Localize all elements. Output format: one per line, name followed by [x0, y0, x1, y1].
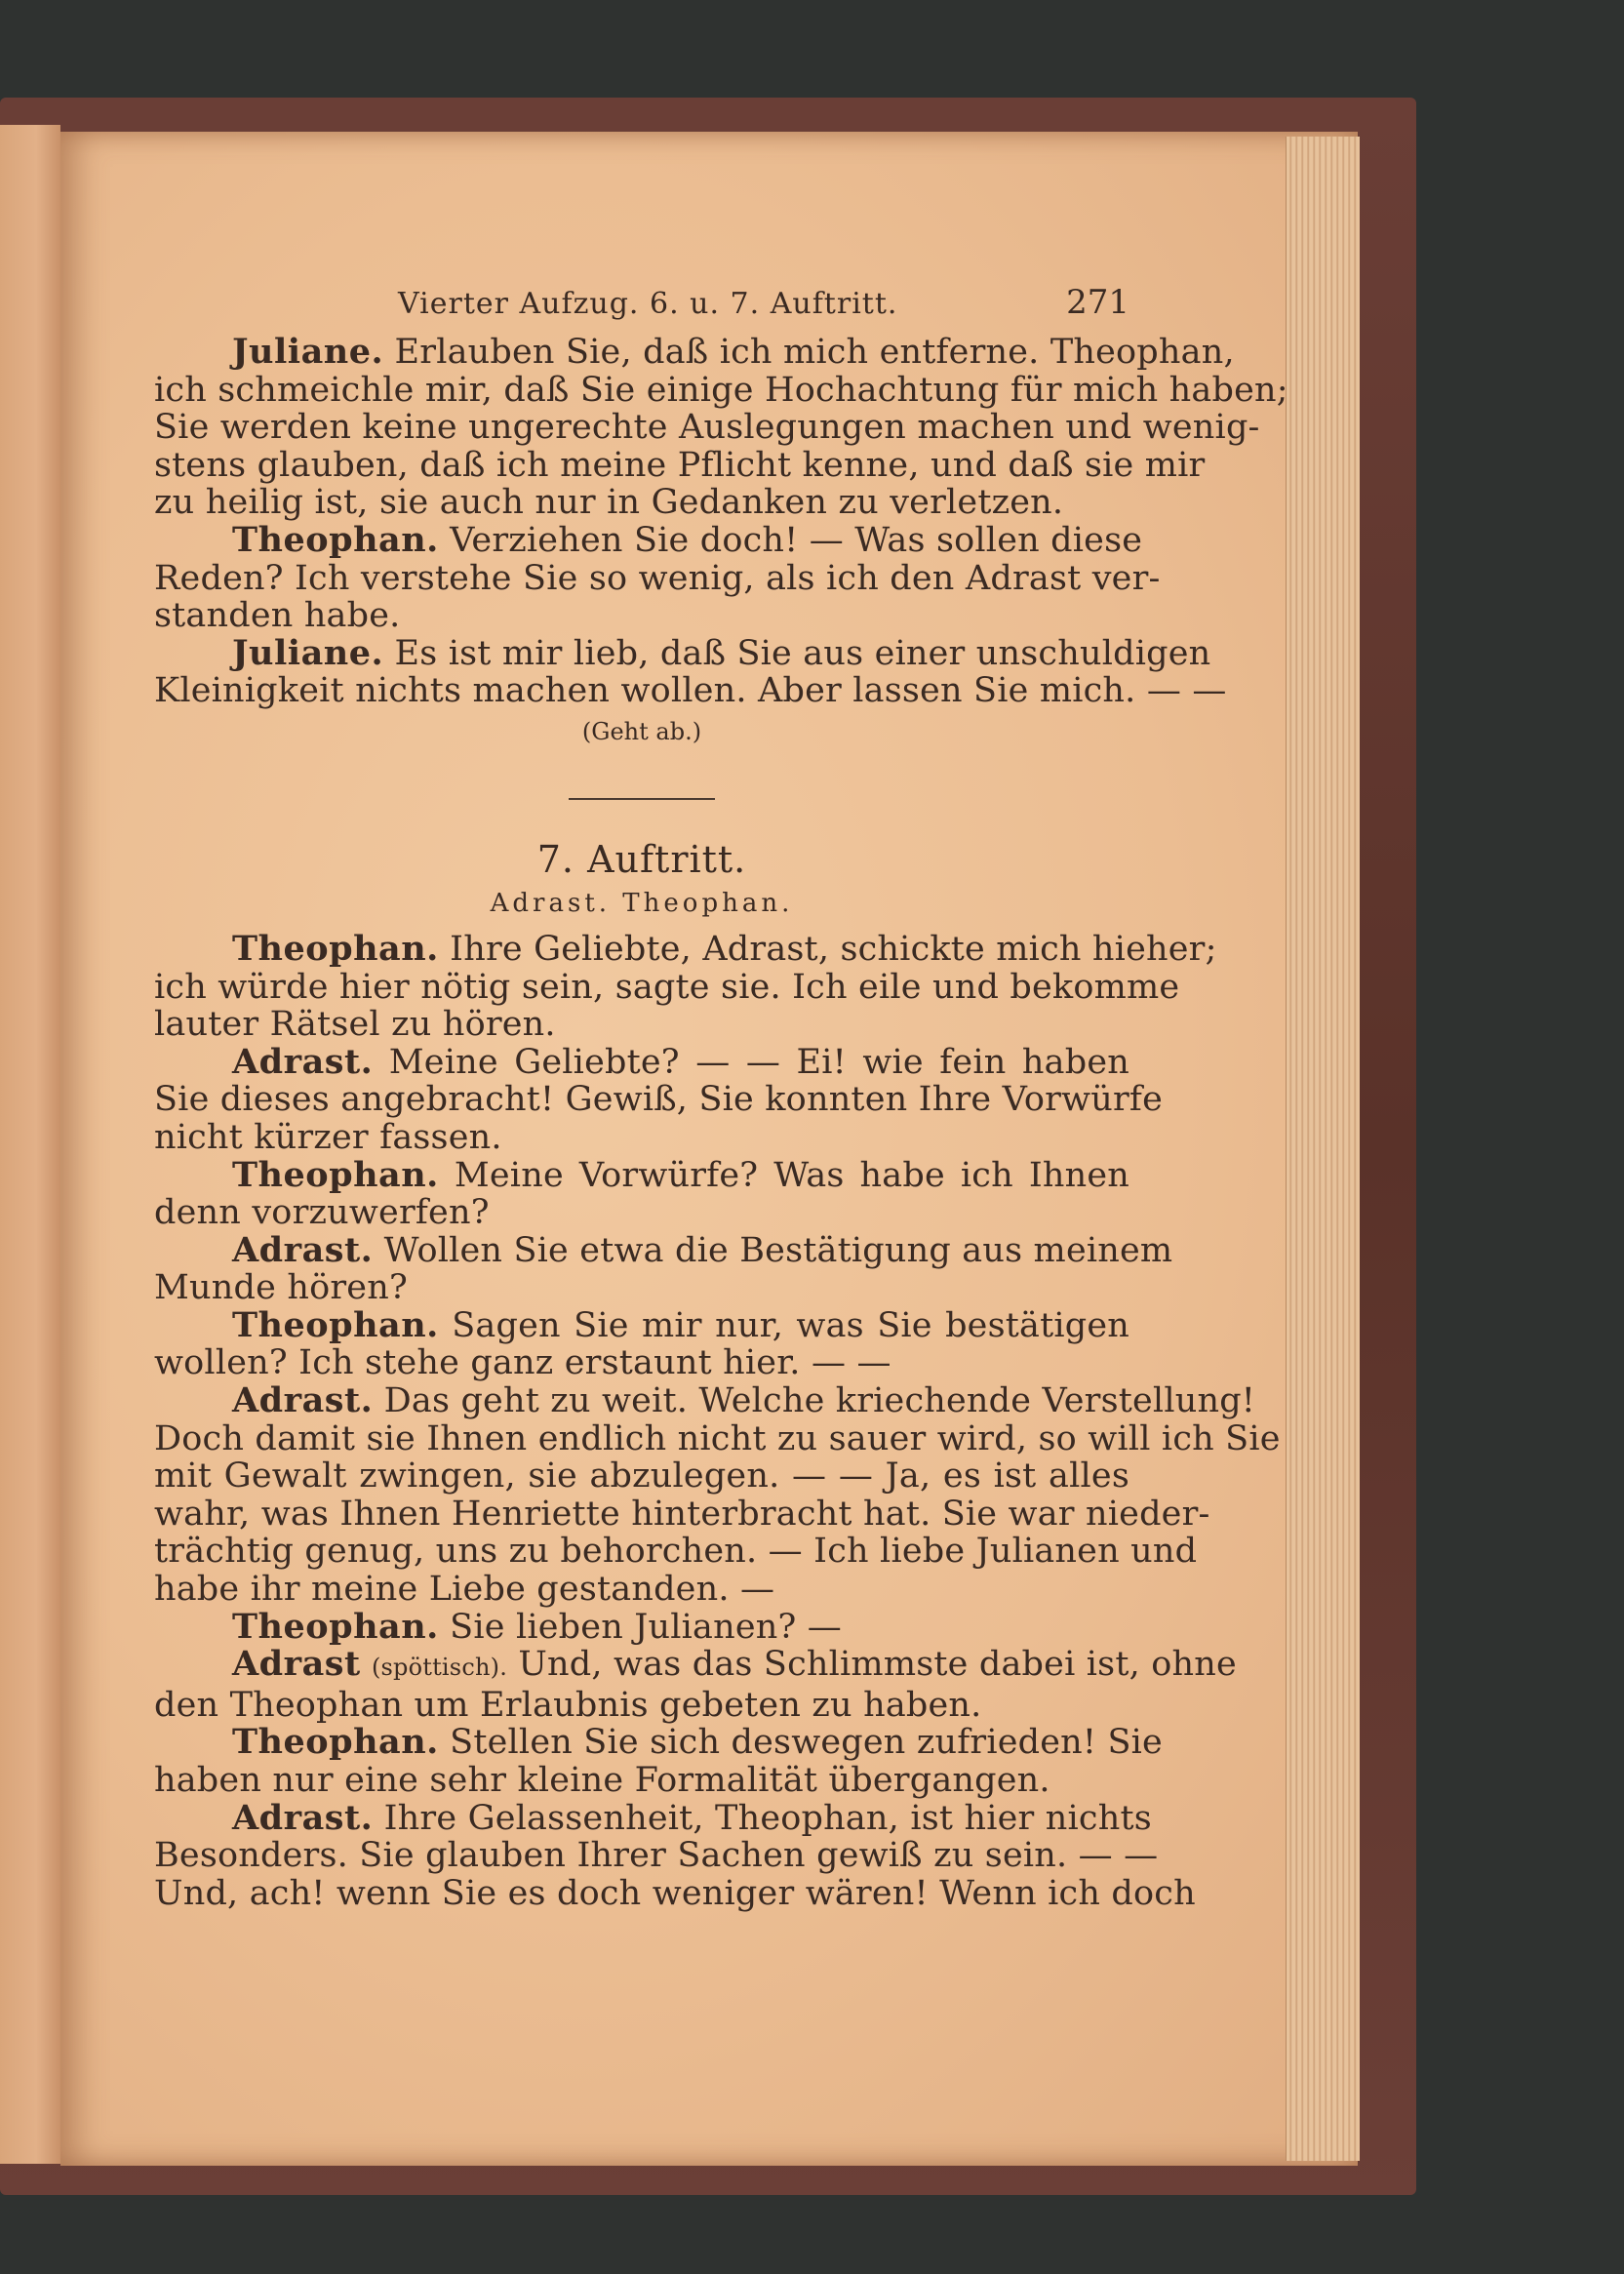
speech-paragraph	[154, 1722, 1163, 1800]
text-line	[154, 408, 1260, 448]
text-line	[154, 1532, 1198, 1572]
line-text: Ihre Gelassenheit, Theophan, ist hier nichts	[383, 1798, 1152, 1838]
line-text: Munde hören?	[154, 1268, 408, 1308]
line-text: Erlauben Sie, daß ich mich entferne. Theophan,	[394, 333, 1235, 372]
speech-paragraph	[154, 1154, 1129, 1233]
line-text: haben nur eine sehr kleine Formalität übergangen.	[154, 1761, 1050, 1800]
line-text: Reden? Ich verstehe Sie so wenig, als ich den Adrast ver-	[154, 558, 1161, 598]
running-title: Vierter Aufzug. 6. u. 7. Auftritt.	[398, 287, 898, 321]
line-text: wollen? Ich stehe ganz erstaunt hier. — —	[154, 1343, 891, 1383]
line-text: Kleinigkeit nichts machen wollen. Aber lassen Sie mich. — —	[154, 671, 1227, 711]
scene-cast: Adrast. Theophan.	[490, 888, 794, 918]
speaker-name: Theophan.	[232, 1606, 439, 1647]
stage-direction: (spöttisch).	[371, 1654, 508, 1682]
line-text: Meine Vorwürfe? Was habe ich Ihnen	[454, 1155, 1129, 1195]
speech-paragraph	[154, 1644, 1237, 1725]
text-line	[154, 1836, 1159, 1876]
scene-title: 7. Auftritt.	[536, 837, 747, 881]
text-line	[154, 1344, 1129, 1382]
speech-paragraph	[154, 1041, 1163, 1157]
stage-direction-exit: (Geht ab.)	[581, 717, 702, 745]
speech-paragraph	[154, 1229, 1173, 1308]
speaker-name: Theophan.	[232, 1304, 439, 1345]
speech-paragraph	[154, 519, 1161, 636]
text-line	[154, 1687, 1129, 1725]
speech-paragraph	[154, 1606, 1129, 1647]
speech-paragraph	[154, 1797, 1196, 1913]
speaker-name: Adrast.	[232, 1380, 374, 1421]
text-line	[154, 1119, 1129, 1157]
line-text: trächtig genug, uns zu behorchen. — Ich liebe Julianen und	[154, 1532, 1198, 1572]
text-line	[154, 1006, 1129, 1044]
text-line	[154, 1762, 1129, 1800]
text-line	[154, 597, 1129, 635]
text-line	[154, 1797, 1152, 1838]
line-text: nicht kürzer fassen.	[154, 1117, 502, 1157]
text-line	[154, 1194, 1129, 1232]
line-text: Sagen Sie mir nur, was Sie bestätigen	[452, 1305, 1129, 1345]
dialogue-after	[154, 928, 1281, 1913]
text-line	[154, 519, 1143, 560]
text-line	[154, 1457, 1129, 1496]
line-text: Doch damit sie Ihnen endlich nicht zu sauer wird, so will ich Sie	[154, 1418, 1281, 1458]
speech-paragraph	[154, 1380, 1281, 1610]
speaker-name: Adrast.	[232, 1797, 374, 1838]
line-text: Sie dieses angebracht! Gewiß, Sie konnten Ihre Vorwürfe	[154, 1080, 1163, 1120]
text-line	[154, 1418, 1281, 1458]
line-text: Und, ach! wenn Sie es doch weniger wären! Wenn ich doch	[154, 1873, 1196, 1913]
scene-divider	[569, 798, 715, 800]
line-text: wahr, was Ihnen Henriette hinterbracht hat. Sie war nieder-	[154, 1494, 1210, 1534]
text-line	[154, 558, 1161, 598]
text-line	[154, 1269, 1129, 1307]
previous-page-edge	[0, 125, 60, 2164]
page-stack-edge	[1286, 137, 1360, 2161]
speaker-name: Juliane.	[232, 332, 384, 372]
speech-paragraph	[154, 632, 1227, 711]
speaker-name: Adrast.	[232, 1229, 374, 1270]
text-line	[154, 928, 1217, 969]
line-text: ich würde hier nötig sein, sagte sie. Ich eile und bekomme	[154, 967, 1180, 1007]
line-text: Wollen Sie etwa die Bestätigung aus meinem	[383, 1230, 1173, 1270]
speaker-name: Theophan.	[232, 519, 439, 560]
text-line	[154, 1229, 1173, 1270]
speaker-name: Adrast.	[232, 1041, 374, 1082]
text-line	[154, 370, 1288, 410]
speaker-name: Theophan.	[232, 1154, 439, 1195]
text-line	[154, 1154, 1129, 1195]
line-text: Ihre Geliebte, Adrast, schickte mich hieher;	[450, 929, 1217, 969]
line-text: denn vorzuwerfen?	[154, 1193, 490, 1233]
text-line	[154, 967, 1180, 1007]
page-number: 271	[1066, 283, 1129, 322]
page-content	[154, 283, 1288, 1913]
line-text: lauter Rätsel zu hören.	[154, 1005, 556, 1045]
line-text: Das geht zu weit. Welche kriechende Verstellung!	[383, 1381, 1256, 1421]
text-line	[154, 332, 1235, 372]
line-text: Meine Geliebte? — — Ei! wie fein haben	[388, 1042, 1129, 1082]
text-line	[154, 1571, 1129, 1609]
text-line	[154, 671, 1227, 711]
speaker-name: Theophan.	[232, 928, 439, 969]
text-line	[154, 1041, 1129, 1082]
text-line	[154, 1873, 1196, 1913]
line-text: stens glauben, daß ich meine Pflicht kenne, und daß sie mir	[154, 445, 1206, 485]
line-text: den Theophan um Erlaubnis gebeten zu haben.	[154, 1685, 982, 1725]
line-text: Es ist mir lieb, daß Sie aus einer unschuldigen	[394, 633, 1211, 673]
line-text: Verziehen Sie doch! — Was sollen diese	[450, 520, 1143, 560]
line-text: Besonders. Sie glauben Ihrer Sachen gewiß zu sein. — —	[154, 1836, 1159, 1876]
running-header	[154, 283, 1129, 330]
text-line	[154, 1494, 1210, 1534]
line-text: Stellen Sie sich deswegen zufrieden! Sie	[450, 1723, 1163, 1763]
speaker-name: Juliane.	[232, 632, 384, 673]
text-line	[154, 1644, 1237, 1687]
speech-paragraph	[154, 332, 1288, 523]
text-line	[154, 1722, 1163, 1763]
text-line	[154, 445, 1206, 485]
text-line	[154, 1606, 1129, 1647]
line-text: Sie werden keine ungerechte Auslegungen machen und wenig-	[154, 408, 1260, 448]
line-text: Sie lieben Julianen? —	[450, 1607, 842, 1647]
line-text: Und, was das Schlimmste dabei ist, ohne	[518, 1645, 1237, 1685]
speaker-name: Adrast	[232, 1644, 361, 1685]
text-line	[154, 484, 1129, 522]
speech-paragraph	[154, 1304, 1129, 1383]
line-text: zu heilig ist, sie auch nur in Gedanken zu verletzen.	[154, 483, 1064, 523]
line-text: standen habe.	[154, 596, 401, 636]
dialogue-before	[154, 332, 1288, 711]
text-line	[154, 1304, 1129, 1345]
line-text: ich schmeichle mir, daß Sie einige Hochachtung für mich haben;	[154, 370, 1288, 410]
speaker-name: Theophan.	[232, 1722, 439, 1763]
speech-paragraph	[154, 928, 1217, 1045]
line-text: mit Gewalt zwingen, sie abzulegen. — — Ja, es ist alles	[154, 1456, 1129, 1496]
text-line	[154, 1380, 1256, 1421]
text-line	[154, 632, 1211, 673]
text-line	[154, 1080, 1163, 1120]
line-text: habe ihr meine Liebe gestanden. —	[154, 1570, 775, 1610]
